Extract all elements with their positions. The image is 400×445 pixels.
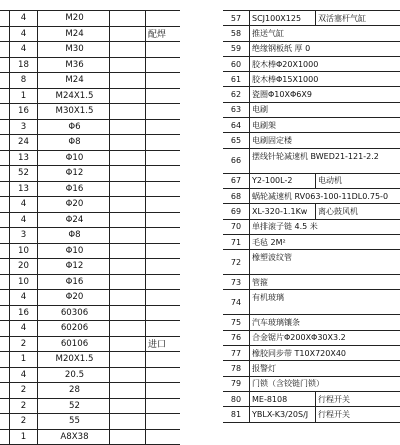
blank-cell — [109, 58, 145, 73]
note-cell — [145, 58, 180, 73]
qty-cell: 2 — [9, 337, 37, 352]
edge-cell — [0, 42, 9, 57]
item-number-cell: 74 — [223, 290, 249, 314]
description-cell: 绝缘钢板纸 厚 0 — [249, 42, 400, 56]
qty-cell: 4 — [9, 213, 37, 228]
blank-cell — [109, 182, 145, 197]
edge-cell — [0, 104, 9, 119]
item-number-cell: 79 — [223, 377, 249, 391]
table-row — [0, 27, 180, 43]
table-row — [223, 315, 400, 330]
qty-cell: 24 — [9, 135, 37, 150]
description-cell: 离心鼓风机 — [315, 204, 400, 218]
item-number-cell: 66 — [223, 149, 249, 173]
table-row — [223, 290, 400, 315]
note-cell — [145, 430, 180, 445]
table-row — [0, 120, 180, 136]
edge-cell — [0, 197, 9, 212]
blank-cell — [109, 275, 145, 290]
qty-cell: 4 — [9, 11, 37, 26]
blank-cell — [109, 27, 145, 42]
spec-cell: Φ20 — [37, 197, 109, 212]
table-row — [0, 135, 180, 151]
description-cell: 有机玻璃 — [249, 290, 400, 314]
spec-cell: 20.5 — [37, 368, 109, 383]
qty-cell: 52 — [9, 166, 37, 181]
table-row — [0, 290, 180, 306]
blank-cell — [109, 306, 145, 321]
blank-cell — [109, 430, 145, 445]
table-row — [223, 361, 400, 376]
item-number-cell: 71 — [223, 235, 249, 249]
table-row — [0, 197, 180, 213]
note-cell: 进口 — [145, 337, 180, 352]
spec-cell: 52 — [37, 399, 109, 414]
qty-cell: 10 — [9, 244, 37, 259]
blank-cell — [109, 104, 145, 119]
description-cell: 行程开关 — [315, 392, 400, 406]
table-row — [223, 235, 400, 250]
qty-cell: 4 — [9, 321, 37, 336]
spec-cell: M24X1.5 — [37, 89, 109, 104]
spec-cell: Φ16 — [37, 182, 109, 197]
item-number-cell: 75 — [223, 315, 249, 329]
table-row — [0, 58, 180, 74]
qty-cell: 8 — [9, 73, 37, 88]
edge-cell — [0, 321, 9, 336]
edge-cell — [0, 213, 9, 228]
table-row — [223, 42, 400, 57]
table-row — [0, 430, 180, 445]
spec-cell: 60106 — [37, 337, 109, 352]
table-row — [223, 87, 400, 102]
description-cell: 电刷架 — [249, 118, 400, 132]
description-cell: 合金锯片Φ200XΦ30X3.2 — [249, 331, 400, 345]
note-cell — [145, 89, 180, 104]
qty-cell: 1 — [9, 430, 37, 445]
note-cell — [145, 321, 180, 336]
description-cell: 瓷圈Φ10XΦ6X9 — [249, 87, 400, 101]
qty-cell: 20 — [9, 259, 37, 274]
table-row — [0, 213, 180, 229]
description-cell: 管箍 — [249, 275, 400, 289]
blank-cell — [109, 383, 145, 398]
spec-cell: M36 — [37, 58, 109, 73]
edge-cell — [0, 120, 9, 135]
note-cell — [145, 104, 180, 119]
table-row — [0, 104, 180, 120]
table-row — [0, 151, 180, 167]
blank-cell — [109, 89, 145, 104]
edge-cell — [0, 135, 9, 150]
table-row — [0, 259, 180, 275]
blank-cell — [109, 151, 145, 166]
table-row — [0, 11, 180, 27]
spec-cell: 55 — [37, 414, 109, 429]
blank-cell — [109, 120, 145, 135]
blank-cell — [109, 73, 145, 88]
edge-cell — [0, 259, 9, 274]
qty-cell: 16 — [9, 306, 37, 321]
item-number-cell: 57 — [223, 11, 249, 25]
note-cell — [145, 306, 180, 321]
spec-cell: M30X1.5 — [37, 104, 109, 119]
model-cell: XL-320-1.1Kw — [249, 204, 315, 218]
qty-cell: 10 — [9, 275, 37, 290]
description-cell: 行程开关 — [315, 407, 400, 421]
edge-cell — [0, 383, 9, 398]
blank-cell — [109, 337, 145, 352]
blank-cell — [109, 368, 145, 383]
model-cell: ME-8108 — [249, 392, 315, 406]
left-parts-table — [0, 10, 180, 445]
spec-cell: 28 — [37, 383, 109, 398]
edge-cell — [0, 337, 9, 352]
spec-cell: Φ20 — [37, 290, 109, 305]
note-cell — [145, 259, 180, 274]
edge-cell — [0, 368, 9, 383]
description-cell: 报警灯 — [249, 361, 400, 375]
edge-cell — [0, 11, 9, 26]
qty-cell: 2 — [9, 414, 37, 429]
note-cell — [145, 383, 180, 398]
qty-cell: 4 — [9, 290, 37, 305]
table-row — [223, 407, 400, 422]
table-row — [0, 166, 180, 182]
item-number-cell: 60 — [223, 57, 249, 71]
description-cell: 蜗轮减速机 RV063-100-11DL0.75-0 — [249, 189, 400, 203]
edge-cell — [0, 151, 9, 166]
description-cell: 胶木棒Φ15X1000 — [249, 72, 400, 86]
table-row — [0, 42, 180, 58]
description-cell: 电动机 — [315, 174, 400, 188]
qty-cell: 2 — [9, 383, 37, 398]
table-row — [223, 57, 400, 72]
table-row — [223, 133, 400, 148]
blank-cell — [109, 290, 145, 305]
qty-cell: 1 — [9, 352, 37, 367]
note-cell — [145, 42, 180, 57]
table-row — [0, 182, 180, 198]
qty-cell: 4 — [9, 42, 37, 57]
spec-cell: Φ12 — [37, 259, 109, 274]
spec-cell: 60306 — [37, 306, 109, 321]
spec-cell: M24 — [37, 73, 109, 88]
note-cell — [145, 120, 180, 135]
spec-cell: Φ8 — [37, 135, 109, 150]
blank-cell — [109, 135, 145, 150]
item-number-cell: 63 — [223, 103, 249, 117]
qty-cell: 4 — [9, 368, 37, 383]
edge-cell — [0, 399, 9, 414]
table-row — [0, 244, 180, 260]
spec-cell: Φ8 — [37, 228, 109, 243]
item-number-cell: 81 — [223, 407, 249, 421]
description-cell: 门锁（含铰链门锁） — [249, 377, 400, 391]
description-cell: 毛毡 2M² — [249, 235, 400, 249]
table-row — [223, 26, 400, 41]
table-row — [223, 204, 400, 219]
table-row — [223, 275, 400, 290]
spec-cell: M20 — [37, 11, 109, 26]
right-parts-table — [223, 10, 400, 423]
table-row — [223, 72, 400, 87]
table-row — [0, 368, 180, 384]
table-row — [223, 189, 400, 204]
spec-cell: 60206 — [37, 321, 109, 336]
note-cell — [145, 151, 180, 166]
table-row — [223, 331, 400, 346]
spec-cell: Φ10 — [37, 244, 109, 259]
description-cell: 推送气缸 — [249, 26, 400, 40]
blank-cell — [109, 399, 145, 414]
blank-cell — [109, 259, 145, 274]
edge-cell — [0, 166, 9, 181]
item-number-cell: 76 — [223, 331, 249, 345]
table-row — [223, 220, 400, 235]
note-cell — [145, 352, 180, 367]
blank-cell — [109, 352, 145, 367]
blank-cell — [109, 213, 145, 228]
qty-cell: 3 — [9, 120, 37, 135]
table-row — [0, 352, 180, 368]
edge-cell — [0, 27, 9, 42]
item-number-cell: 67 — [223, 174, 249, 188]
item-number-cell: 68 — [223, 189, 249, 203]
edge-cell — [0, 58, 9, 73]
note-cell — [145, 414, 180, 429]
note-cell — [145, 228, 180, 243]
edge-cell — [0, 73, 9, 88]
spec-cell: Φ12 — [37, 166, 109, 181]
note-cell — [145, 11, 180, 26]
model-cell: SCJ100X125 — [249, 11, 315, 25]
item-number-cell: 61 — [223, 72, 249, 86]
blank-cell — [109, 228, 145, 243]
edge-cell — [0, 414, 9, 429]
note-cell — [145, 166, 180, 181]
edge-cell — [0, 182, 9, 197]
item-number-cell: 59 — [223, 42, 249, 56]
item-number-cell: 58 — [223, 26, 249, 40]
model-cell: YBLX-K3/20S/J — [249, 407, 315, 421]
table-row — [0, 414, 180, 430]
description-cell: 电刷固定楼 — [249, 133, 400, 147]
item-number-cell: 69 — [223, 204, 249, 218]
note-cell — [145, 135, 180, 150]
table-row — [0, 228, 180, 244]
spec-cell: M30 — [37, 42, 109, 57]
edge-cell — [0, 228, 9, 243]
blank-cell — [109, 244, 145, 259]
note-cell — [145, 275, 180, 290]
item-number-cell: 70 — [223, 220, 249, 234]
item-number-cell: 80 — [223, 392, 249, 406]
note-cell — [145, 182, 180, 197]
blank-cell — [109, 197, 145, 212]
table-row — [223, 174, 400, 189]
qty-cell: 18 — [9, 58, 37, 73]
table-row — [0, 321, 180, 337]
edge-cell — [0, 89, 9, 104]
description-cell: 单排滚子链 4.5 米 — [249, 220, 400, 234]
table-row — [223, 346, 400, 361]
qty-cell: 1 — [9, 89, 37, 104]
spec-cell: M24 — [37, 27, 109, 42]
description-cell: 橡胶同步带 T10X720X40 — [249, 346, 400, 360]
table-row — [223, 11, 400, 26]
table-row — [223, 103, 400, 118]
table-row — [0, 73, 180, 89]
blank-cell — [109, 321, 145, 336]
edge-cell — [0, 352, 9, 367]
item-number-cell: 65 — [223, 133, 249, 147]
note-cell — [145, 368, 180, 383]
item-number-cell: 73 — [223, 275, 249, 289]
qty-cell: 3 — [9, 228, 37, 243]
edge-cell — [0, 244, 9, 259]
blank-cell — [109, 414, 145, 429]
qty-cell: 13 — [9, 182, 37, 197]
table-row — [0, 275, 180, 291]
qty-cell: 4 — [9, 27, 37, 42]
edge-cell — [0, 430, 9, 445]
edge-cell — [0, 306, 9, 321]
note-cell — [145, 73, 180, 88]
qty-cell: 13 — [9, 151, 37, 166]
note-cell — [145, 244, 180, 259]
item-number-cell: 72 — [223, 250, 249, 274]
table-row — [0, 337, 180, 353]
note-cell — [145, 399, 180, 414]
qty-cell: 2 — [9, 399, 37, 414]
description-cell: 汽车玻璃镶条 — [249, 315, 400, 329]
qty-cell: 16 — [9, 104, 37, 119]
spec-cell: Φ16 — [37, 275, 109, 290]
note-cell — [145, 197, 180, 212]
item-number-cell: 78 — [223, 361, 249, 375]
table-row — [223, 118, 400, 133]
edge-cell — [0, 290, 9, 305]
edge-cell — [0, 275, 9, 290]
note-cell: 配焊 — [145, 27, 180, 42]
item-number-cell: 64 — [223, 118, 249, 132]
spec-cell: Φ10 — [37, 151, 109, 166]
spec-cell: A8X38 — [37, 430, 109, 445]
table-row — [0, 399, 180, 415]
description-cell: 橡塑波纹管 — [249, 250, 400, 274]
table-row — [223, 377, 400, 392]
table-row — [0, 89, 180, 105]
table-row — [223, 149, 400, 174]
note-cell — [145, 213, 180, 228]
spec-cell: M20X1.5 — [37, 352, 109, 367]
blank-cell — [109, 166, 145, 181]
description-cell: 电刷 — [249, 103, 400, 117]
item-number-cell: 62 — [223, 87, 249, 101]
spec-cell: Φ24 — [37, 213, 109, 228]
description-cell: 双活塞杆气缸 — [315, 11, 400, 25]
table-row — [223, 250, 400, 275]
qty-cell: 4 — [9, 197, 37, 212]
description-cell: 胶木棒Φ20X1000 — [249, 57, 400, 71]
note-cell — [145, 290, 180, 305]
spec-cell: Φ6 — [37, 120, 109, 135]
table-row — [0, 306, 180, 322]
item-number-cell: 77 — [223, 346, 249, 360]
table-row — [0, 383, 180, 399]
blank-cell — [109, 42, 145, 57]
description-cell: 摆线针轮减速机 BWED21-121-2.2 — [249, 149, 400, 173]
blank-cell — [109, 11, 145, 26]
model-cell: Y2-100L-2 — [249, 174, 315, 188]
